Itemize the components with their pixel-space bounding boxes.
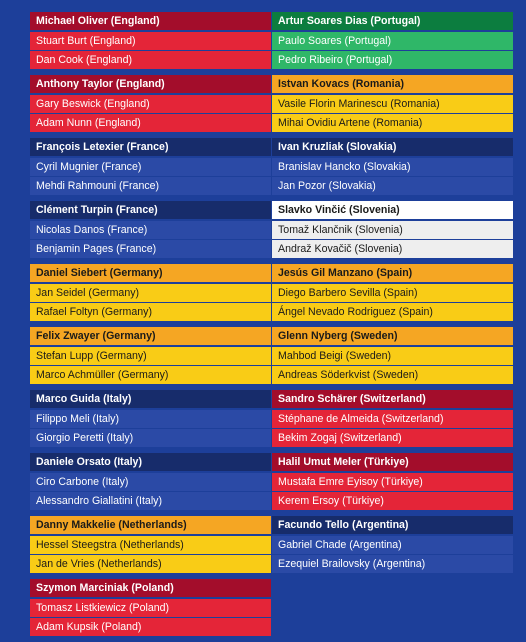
assistant-name: Adam Kupsik (Poland) — [30, 618, 271, 636]
referee-team-argentina — [272, 516, 513, 573]
assistant-name: Stéphane de Almeida (Switzerland) — [272, 410, 513, 428]
assistant-name: Jan Pozor (Slovakia) — [272, 177, 513, 195]
right-column — [272, 12, 513, 579]
referee-name: Glenn Nyberg (Sweden) — [272, 327, 513, 345]
assistant-name: Cyril Mugnier (France) — [30, 158, 271, 176]
assistant-name: Mehdi Rahmouni (France) — [30, 177, 271, 195]
referee-team-france-2 — [30, 201, 271, 258]
assistant-name: Dan Cook (England) — [30, 51, 271, 69]
assistant-name: Tomaž Klančnik (Slovenia) — [272, 221, 513, 239]
assistant-name: Jan Seidel (Germany) — [30, 284, 271, 302]
assistant-name: Tomasz Listkiewicz (Poland) — [30, 599, 271, 617]
referee-team-spain — [272, 264, 513, 321]
assistant-name: Ángel Nevado Rodriguez (Spain) — [272, 303, 513, 321]
referee-team-france-1 — [30, 138, 271, 195]
referee-name: Jesús Gil Manzano (Spain) — [272, 264, 513, 282]
referee-name: Marco Guida (Italy) — [30, 390, 271, 408]
assistant-name: Alessandro Giallatini (Italy) — [30, 492, 271, 510]
referee-team-netherlands — [30, 516, 271, 573]
referee-name: François Letexier (France) — [30, 138, 271, 156]
referee-name: Danny Makkelie (Netherlands) — [30, 516, 271, 534]
assistant-name: Benjamin Pages (France) — [30, 240, 271, 258]
assistant-name: Nicolas Danos (France) — [30, 221, 271, 239]
assistant-name: Rafael Foltyn (Germany) — [30, 303, 271, 321]
referee-team-england-2 — [30, 75, 271, 132]
assistant-name: Mustafa Emre Eyisoy (Türkiye) — [272, 473, 513, 491]
referee-name: Daniele Orsato (Italy) — [30, 453, 271, 471]
assistant-name: Bekim Zogaj (Switzerland) — [272, 429, 513, 447]
referee-team-italy-1 — [30, 390, 271, 447]
referee-name: Michael Oliver (England) — [30, 12, 271, 30]
referee-name: Slavko Vinčić (Slovenia) — [272, 201, 513, 219]
assistant-name: Marco Achmüller (Germany) — [30, 366, 271, 384]
assistant-name: Gabriel Chade (Argentina) — [272, 536, 513, 554]
assistant-name: Branislav Hancko (Slovakia) — [272, 158, 513, 176]
assistant-name: Gary Beswick (England) — [30, 95, 271, 113]
assistant-name: Mihai Ovidiu Artene (Romania) — [272, 114, 513, 132]
assistant-name: Pedro Ribeiro (Portugal) — [272, 51, 513, 69]
assistant-name: Jan de Vries (Netherlands) — [30, 555, 271, 573]
assistant-name: Giorgio Peretti (Italy) — [30, 429, 271, 447]
referee-name: Sandro Schärer (Switzerland) — [272, 390, 513, 408]
assistant-name: Andraž Kovačič (Slovenia) — [272, 240, 513, 258]
left-column — [30, 12, 271, 642]
referee-team-switzerland — [272, 390, 513, 447]
assistant-name: Hessel Steegstra (Netherlands) — [30, 536, 271, 554]
assistant-name: Filippo Meli (Italy) — [30, 410, 271, 428]
referee-name: Daniel Siebert (Germany) — [30, 264, 271, 282]
referee-team-italy-2 — [30, 453, 271, 510]
assistant-name: Kerem Ersoy (Türkiye) — [272, 492, 513, 510]
assistant-name: Mahbod Beigi (Sweden) — [272, 347, 513, 365]
assistant-name: Vasile Florin Marinescu (Romania) — [272, 95, 513, 113]
assistant-name: Ciro Carbone (Italy) — [30, 473, 271, 491]
referee-team-romania — [272, 75, 513, 132]
referee-team-england-1 — [30, 12, 271, 69]
assistant-name: Ezequiel Brailovsky (Argentina) — [272, 555, 513, 573]
referee-team-slovenia — [272, 201, 513, 258]
referee-team-sweden — [272, 327, 513, 384]
assistant-name: Paulo Soares (Portugal) — [272, 32, 513, 50]
assistant-name: Stuart Burt (England) — [30, 32, 271, 50]
referee-name: Istvan Kovacs (Romania) — [272, 75, 513, 93]
referee-name: Szymon Marciniak (Poland) — [30, 579, 271, 597]
referee-name: Clément Turpin (France) — [30, 201, 271, 219]
referee-team-turkiye — [272, 453, 513, 510]
referee-name: Artur Soares Dias (Portugal) — [272, 12, 513, 30]
referee-team-portugal — [272, 12, 513, 69]
referee-team-poland — [30, 579, 271, 636]
referee-name: Anthony Taylor (England) — [30, 75, 271, 93]
assistant-name: Adam Nunn (England) — [30, 114, 271, 132]
referee-name: Ivan Kruzliak (Slovakia) — [272, 138, 513, 156]
referee-name: Facundo Tello (Argentina) — [272, 516, 513, 534]
referee-team-germany-2 — [30, 327, 271, 384]
assistant-name: Andreas Söderkvist (Sweden) — [272, 366, 513, 384]
referee-name: Felix Zwayer (Germany) — [30, 327, 271, 345]
referee-team-germany-1 — [30, 264, 271, 321]
referee-name: Halil Umut Meler (Türkiye) — [272, 453, 513, 471]
assistant-name: Diego Barbero Sevilla (Spain) — [272, 284, 513, 302]
referee-team-slovakia — [272, 138, 513, 195]
assistant-name: Stefan Lupp (Germany) — [30, 347, 271, 365]
